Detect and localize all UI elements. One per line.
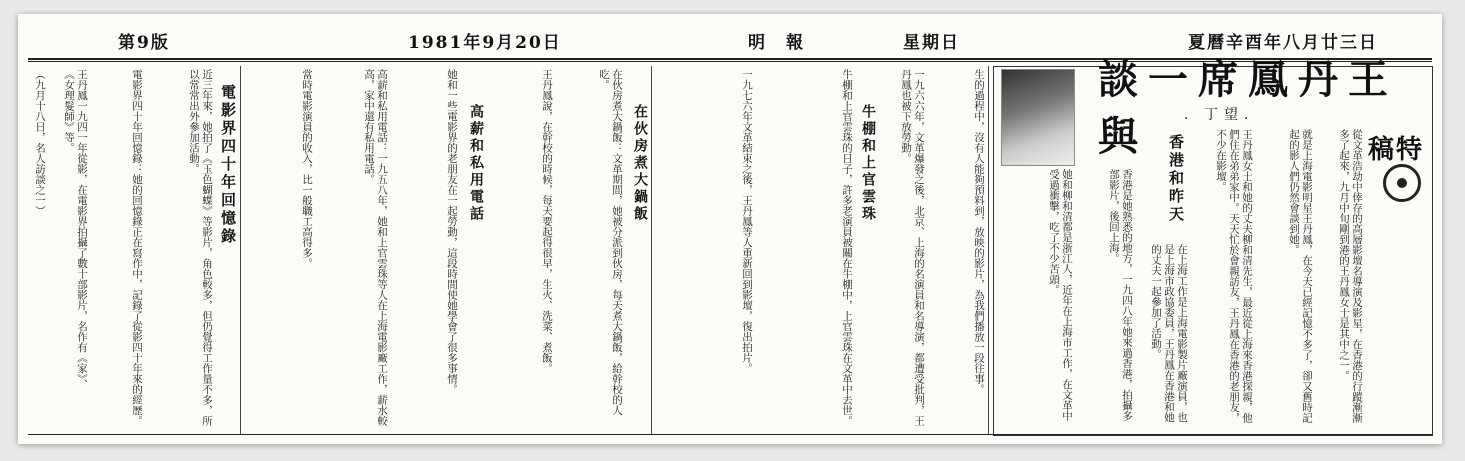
text-column: 香港是她熟悉的地方，一九四八年她來過香港，拍攝多部影片，後回上海。 bbox=[1108, 169, 1133, 421]
column-logo-icon bbox=[1383, 164, 1421, 202]
column-label: 稿特 bbox=[1368, 135, 1425, 165]
column-divider bbox=[651, 66, 652, 434]
text-column: 一九七六年文革結束之後，王丹鳳等人重新回到影壇，復出拍片。 bbox=[741, 69, 753, 374]
lunar-date: 夏曆辛酉年八月廿三日 bbox=[1188, 33, 1378, 53]
text-column: 王丹鳳說，在幹校的時候，每天要起得很早，生火、洗菜、煮飯。 bbox=[541, 69, 553, 374]
text-column: （九月十八日，名人訪談之一） bbox=[34, 69, 46, 216]
text-column: 她和柳和清都是浙江人，近年在上海市工作，在文革中受過衝擊，吃了不少苦頭。 bbox=[1048, 169, 1073, 421]
weekday: 星期日 bbox=[903, 33, 960, 53]
text-column: 王丹鳳一九四一年從影，在電影界拍攝了數十部影片，名作有《家》、《女理髮師》等。 bbox=[63, 69, 88, 390]
date: 1981年9月20日 bbox=[408, 33, 562, 53]
text-column: 在上海工作是上海電影製片廠演員，也是上海市政協委員，王丹鳳在香港和她的丈夫一起參加了活動。 bbox=[1150, 244, 1188, 423]
column-divider bbox=[988, 66, 989, 434]
article-title: 談一席鳳丹王與 bbox=[1098, 56, 1398, 160]
text-column: 當時電影演員的收入，比一般職工高得多。 bbox=[301, 69, 313, 269]
column-divider bbox=[240, 66, 241, 434]
footer-rule bbox=[28, 434, 1432, 435]
text-column: 牛棚和上官雲珠的日子，許多老演員被關在牛棚中，上官雲珠在文革中去世。 bbox=[841, 69, 853, 426]
subtitle-2: 牛棚和上官雲珠 bbox=[860, 104, 876, 223]
text-column: 王丹鳳女士和她的丈夫柳和清先生，最近從上海來香港探親，他們住在弟弟家中。天天忙於會親訪友，王丹鳳在香港的老朋友，不少在影壇。 bbox=[1215, 129, 1253, 423]
portrait-photo bbox=[1001, 69, 1075, 166]
text-column: 就是上海電影明星王丹鳳，在今天已經記憶不多了，卻又舊時記起的影人們仍然會談到她。 bbox=[1288, 129, 1313, 423]
article-author: ．丁望． bbox=[1184, 107, 1264, 123]
subtitle-4: 高薪和私用電話 bbox=[468, 104, 484, 223]
page-number: 第9版 bbox=[118, 33, 170, 53]
text-column: 電影界四十年回憶錄：她的回憶錄正在寫作中，記錄了從影四十年來的經歷。 bbox=[131, 69, 143, 426]
subtitle-5: 電影界四十年回憶錄 bbox=[219, 84, 237, 246]
text-column: 在伙房煮大鍋飯：文革期間，她被分派到伙房，每天煮大鍋飯，給幹校的人吃。 bbox=[598, 69, 623, 416]
paper-name: 明 報 bbox=[748, 33, 805, 53]
text-column: 近三年來，她拍了《玉色蝴蝶》等影片，角色較多，但仍覺得工作量不多，所以常常出外參加活動。 bbox=[188, 69, 213, 426]
text-column: 生的過程中，沒有人能夠預料到，放映的影片，為我們播放一段往事。 bbox=[973, 69, 985, 395]
text-column: 她和一些電影界的老朋友在一起勞動，這段時間使她學會了很多事情。 bbox=[446, 69, 458, 395]
subtitle-1: 香港和昨天 bbox=[1167, 134, 1185, 224]
text-column: 高薪和私用電話：一九五八年，她和上官雲珠等人在上海電影廠工作，薪水較高，家中還有私用電話。 bbox=[363, 69, 388, 426]
newspaper-page bbox=[18, 14, 1442, 444]
subtitle-3: 在伙房煮大鍋飯 bbox=[632, 104, 648, 223]
text-column: 從文革浩劫中倖存的高層影壇名導演及影星，在香港的行蹤漸漸多了起來，九月中旬剛到港的王丹鳳女士是其中之一。 bbox=[1338, 129, 1363, 423]
text-column: 一九六六年，文革爆發之後，北京、上海的名演員和名導演，都遭受批判，王丹鳳也被下放勞動。 bbox=[900, 69, 925, 426]
